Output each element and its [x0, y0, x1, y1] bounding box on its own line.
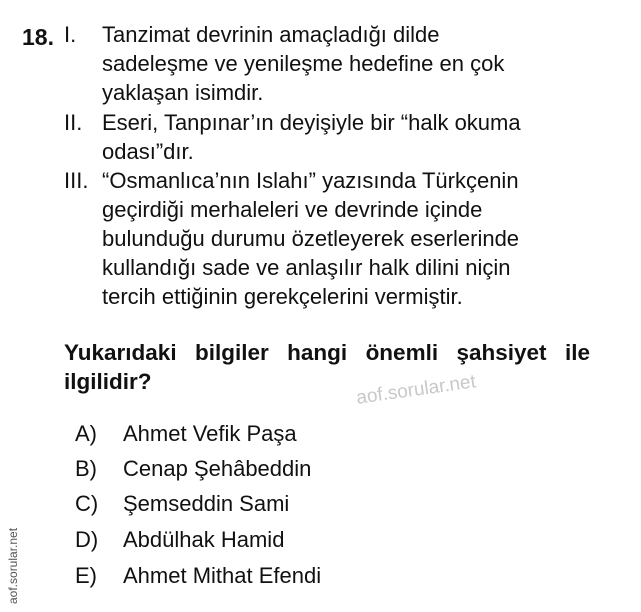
prompt-word: bilgiler: [194, 340, 269, 365]
option-c[interactable]: [75, 490, 289, 518]
option-text: Ahmet Vefik Paşa: [123, 421, 297, 446]
option-letter: C): [75, 491, 99, 516]
option-a[interactable]: [75, 420, 297, 448]
option-e[interactable]: [75, 562, 321, 590]
statement-line: kullandığı sade ve anlaşılır halk dilini niçin: [102, 255, 511, 280]
prompt-word: önemli: [365, 340, 439, 365]
prompt-word: ile: [564, 340, 590, 365]
prompt-word: Yukarıdaki: [64, 340, 177, 365]
option-b[interactable]: [75, 455, 311, 483]
side-watermark: aof.sorular.net: [6, 527, 20, 604]
question-number: 18.: [22, 24, 54, 50]
option-letter: B): [75, 456, 97, 481]
option-text: Ahmet Mithat Efendi: [123, 563, 322, 588]
statement-line: sadeleşme ve yenileşme hedefine en çok: [102, 51, 505, 76]
option-text: Cenap Şehâbeddin: [123, 456, 312, 481]
option-letter: A): [75, 421, 97, 446]
statement-numeral: III.: [64, 168, 89, 193]
prompt-line: ilgilidir?: [64, 369, 152, 394]
prompt-word: hangi: [287, 340, 348, 365]
statement-line: Eseri, Tanpınar’ın deyişiyle bir “halk okuma: [102, 110, 521, 135]
statement-numeral: II.: [64, 110, 83, 135]
option-text: Abdülhak Hamid: [123, 527, 285, 552]
option-d[interactable]: [75, 526, 284, 554]
prompt-word: şahsiyet: [456, 340, 547, 365]
statement-line: “Osmanlıca’nın Islahı” yazısında Türkçenin: [102, 168, 519, 193]
option-letter: E): [75, 563, 97, 588]
statement-numeral: I.: [64, 22, 77, 47]
option-text: Şemseddin Sami: [123, 491, 290, 516]
statement-line: tercih ettiğinin gerekçelerini vermiştir.: [102, 284, 463, 309]
statement-line: bulunduğu durumu özetleyerek eserlerinde: [102, 226, 520, 251]
watermark: aof.sorular.net: [355, 371, 478, 409]
statement-line: Tanzimat devrinin amaçladığı dilde: [102, 22, 440, 47]
question-prompt: [64, 338, 590, 396]
statement-line: geçirdiği merhaleleri ve devrinde içinde: [102, 197, 483, 222]
statement-line: yaklaşan isimdir.: [102, 80, 264, 105]
statement-line: odası”dır.: [102, 139, 194, 164]
option-letter: D): [75, 527, 99, 552]
